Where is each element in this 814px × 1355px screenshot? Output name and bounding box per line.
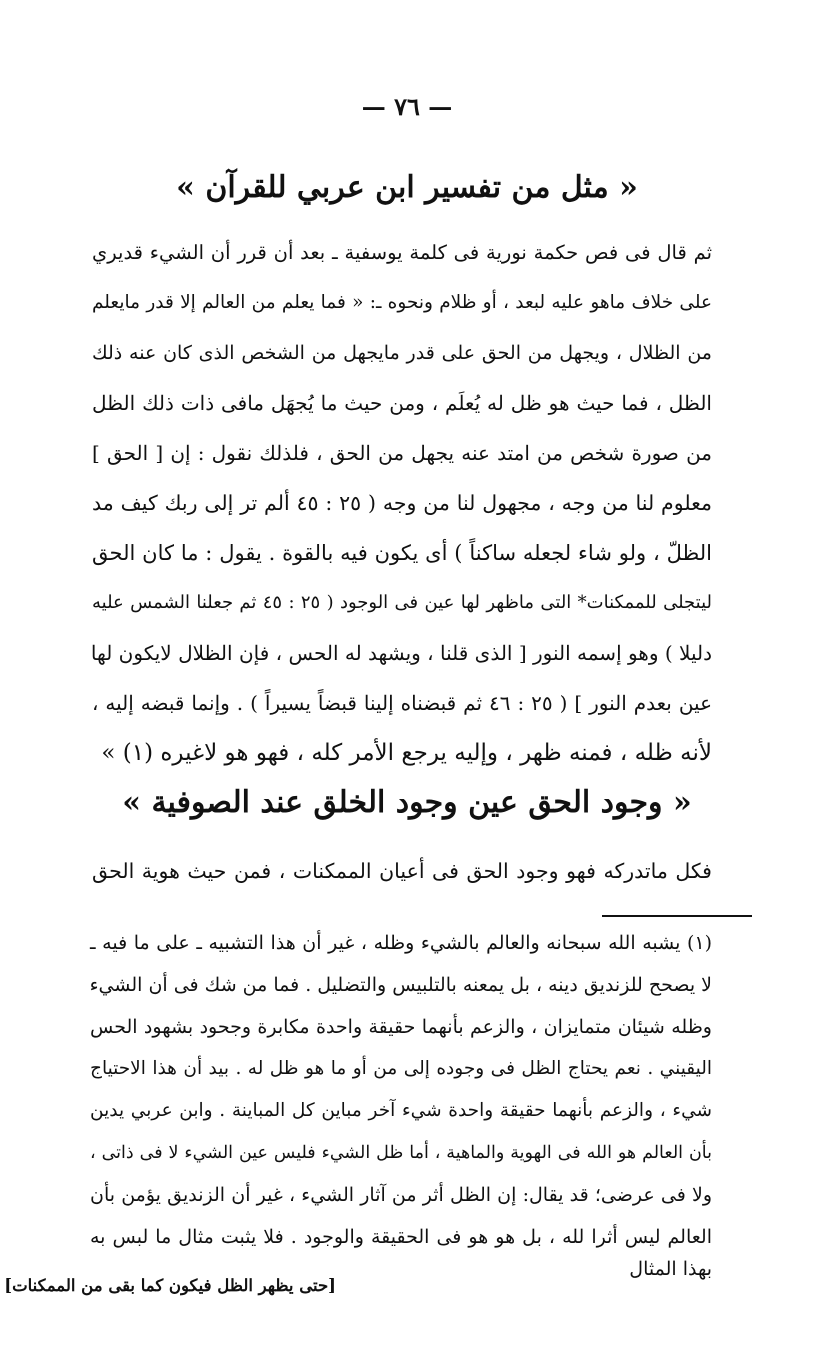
body-line: دليلا ) وهو إسمه النور [ الذى قلنا ، ويشهد له الحس ، فإن الظلال لايكون لها [90, 641, 712, 665]
footnote-line: (١) يشبه الله سبحانه والعالم بالشيء وظله ، غير أن هذا التشبيه ـ على ما فيه ـ [90, 932, 712, 954]
body-line: ليتجلى للممكنات* التى ماظهر لها عين فى الوجود ( ٢٥ : ٤٥ ثم جعلنا الشمس عليه [92, 592, 712, 613]
footnote-line: بأن العالم هو الله فى الهوية والماهية ، أما ظل الشيء فليس عين الشيء لا فى ذاتى ، [90, 1143, 712, 1163]
footnote-line: بهذا المثال [629, 1258, 712, 1280]
footnote-line: شيء ، والزعم بأنهما حقيقة واحدة شيء آخر مباين كل المباينة . وابن عربي يدين [90, 1100, 712, 1121]
footnote-line: وظله شيئان متمايزان ، والزعم بأنهما حقيقة واحدة مكابرة وجحود بشهود الحس [90, 1016, 712, 1038]
footnote-line: العالم ليس أثرا لله ، بل هو هو فى الحقيقة والوجود . فلا يثبت مثال ما لبس به [90, 1226, 712, 1248]
body-line: فكل ماتدركه فهو وجود الحق فى أعيان الممكنات ، فمن حيث هوية الحق [92, 859, 712, 883]
handwritten-annotation: [حتى يظهر الظل فيكون كما بقى من الممكنات] [4, 1276, 336, 1295]
section-heading-1: « مثل من تفسير ابن عربي للقرآن » [176, 170, 638, 205]
footnote-line: لا يصحح للزنديق دينه ، بل يمعنه بالتلبيس والتضليل . فما من شك فى أن الشيء [89, 974, 712, 996]
body-line: على خلاف ماهو عليه لبعد ، أو ظلام ونحوه ـ: « فما يعلم من العالم إلا قدر مايعلم [92, 292, 712, 313]
body-line: ثم قال فى فص حكمة نورية فى كلمة يوسفية ـ بعد أن قرر أن الشيء قديري [92, 241, 712, 264]
section-heading-2: « وجود الحق عين وجود الخلق عند الصوفية » [122, 785, 692, 820]
footnote-line: اليقيني . نعم يحتاج الظل فى وجوده إلى من أو ما هو ظل له . بيد أن هذا الاحتياج [90, 1058, 712, 1079]
body-line: من صورة شخص من امتد عنه يجهل من الحق ، فلذلك نقول : إن [ الحق ] [92, 441, 712, 465]
body-line: الظل ، فما حيث هو ظل له يُعلَم ، ومن حيث ما يُجهَل مافى ذات ذلك الظل [92, 391, 712, 415]
footnote-divider [602, 915, 752, 917]
page-number: — ٧٦ — [361, 92, 453, 121]
body-line: معلوم لنا من وجه ، مجهول لنا من وجه ( ٢٥ : ٤٥ ألم تر إلى ربك كيف مد [92, 491, 712, 515]
footnote-line: ولا فى عرضى؛ قد يقال: إن الظل أثر من آثار الشيء ، غير أن الزنديق يؤمن بأن [90, 1184, 712, 1206]
body-line: الظلّ ، ولو شاء لجعله ساكناً ) أى يكون فيه بالقوة . يقول : ما كان الحق [92, 541, 712, 565]
body-line: عين بعدم النور ] ( ٢٥ : ٤٦ ثم قبضناه إلينا قبضاً يسيراً ) . وإنما قبضه إليه ، [92, 691, 713, 715]
body-line: لأنه ظله ، فمنه ظهر ، وإليه يرجع الأمر كله ، فهو هو لاغيره (١) » [101, 740, 712, 766]
body-line: من الظلال ، ويجهل من الحق على قدر مايجهل من الشخص الذى كان عنه ذلك [92, 342, 712, 364]
